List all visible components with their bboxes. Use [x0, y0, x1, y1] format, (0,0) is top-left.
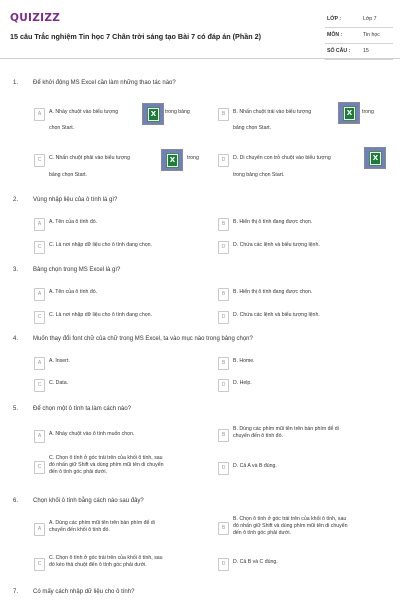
option-letter-box: C — [34, 461, 45, 474]
option-text: A. Tên của ô tính đó. — [49, 219, 98, 225]
option-text: bảng chọn Start. — [233, 125, 272, 131]
option-text: C. Là nơi nhập dữ liệu cho ô tính đang chọn. — [49, 242, 152, 248]
option-letter-box: A — [34, 288, 45, 301]
option-text: đó nhấn giữ Shift và dùng phím mũi tên di chuyển — [49, 462, 164, 468]
option-letter-box: C — [34, 241, 45, 254]
question-text: Có mấy cách nhập dữ liệu cho ô tính? — [33, 589, 135, 595]
option-text: B. Chọn ô tính ở góc trái trên của khối ô tính, sau — [233, 516, 347, 522]
excel-icon — [142, 103, 164, 125]
question-text: Chọn khối ô tính bằng cách nào sau đây? — [33, 498, 144, 504]
excel-icon-x: X — [169, 156, 176, 164]
option-letter-box: B — [218, 218, 229, 231]
meta-label: LỚP : — [327, 16, 342, 22]
option-letter-box: A — [34, 218, 45, 231]
question-number: 4. — [13, 336, 19, 342]
excel-icon — [364, 147, 386, 169]
option-text: C. Nhấn chuột phải vào biểu tượng — [49, 155, 130, 161]
option-text: C. Chọn ô tính ở góc trái trên của khối ô tính, sau — [49, 555, 163, 561]
option-text: D. Di chuyển con trỏ chuột vào biểu tượng — [233, 155, 331, 161]
question-text: Vùng nhập liệu của ô tính là gì? — [33, 197, 118, 203]
option-letter-box: B — [218, 357, 229, 370]
option-letter-box: B — [218, 108, 229, 121]
option-letter-box: A — [34, 357, 45, 370]
option-text: chuyển đến khối ô tính đó. — [49, 527, 110, 533]
question-text: Để chọn một ô tính ta làm cách nào? — [33, 406, 132, 412]
option-text: A. Tên của ô tính đó. — [49, 289, 98, 295]
option-text: B. Dùng các phím mũi tên trên bàn phím để di — [233, 426, 339, 432]
option-text: đó nhấn giữ Shift và dùng phím mũi tên di chuyển — [233, 523, 348, 529]
question-text: Để khởi động MS Excel cần làm những thao tác nào? — [33, 80, 176, 86]
question-number: 3. — [13, 267, 19, 273]
option-text: đó kéo thả chuột đến ô tính góc phải dưới. — [49, 562, 147, 568]
option-text: trong bảng chọn Start. — [233, 172, 285, 178]
meta-label: SỐ CÂU : — [327, 48, 351, 54]
excel-icon-x: X — [346, 109, 353, 117]
option-text: B. Nhấn chuột trái vào biểu tượng — [233, 109, 312, 115]
option-text: bảng chọn Start. — [49, 172, 88, 178]
quizizz-logo: QUIZIZZ — [10, 12, 61, 24]
option-text: A. Insert. — [49, 358, 70, 364]
meta-row-class — [325, 12, 393, 28]
question-number: 5. — [13, 406, 19, 412]
option-letter-box: C — [34, 558, 45, 571]
option-text: chuyển đến ô tính đó. — [233, 433, 283, 439]
option-text: D. Chứa các lệnh và biểu tượng lệnh. — [233, 312, 320, 318]
option-text: D. Chứa các lệnh và biểu tượng lệnh. — [233, 242, 320, 248]
meta-value: Lớp 7 — [363, 16, 377, 22]
meta-row-subject — [325, 28, 393, 44]
option-text: A. Dùng các phím mũi tên trên bàn phím để di — [49, 520, 155, 526]
option-letter-box: C — [34, 154, 45, 167]
meta-row-count — [325, 44, 393, 60]
option-text: chọn Start. — [49, 125, 75, 131]
option-text: B. Hiển thị ô tính đang được chọn. — [233, 289, 313, 295]
question-text: Bảng chọn trong MS Excel là gì? — [33, 267, 121, 273]
option-text: D. Cả A và B đúng. — [233, 463, 277, 469]
question-number: 1. — [13, 80, 19, 86]
option-letter-box: D — [218, 154, 229, 167]
option-letter-box: B — [218, 429, 229, 442]
option-text: B. Hiển thị ô tính đang được chọn. — [233, 219, 313, 225]
option-letter-box: B — [218, 522, 229, 535]
excel-icon-sheet — [369, 151, 382, 166]
option-letter-box: A — [34, 108, 45, 121]
excel-icon-sheet — [343, 106, 356, 121]
option-letter-box: C — [34, 379, 45, 392]
option-text: trong — [362, 109, 374, 115]
option-text: D. Cả B và C đúng. — [233, 559, 278, 565]
option-letter-box: C — [34, 311, 45, 324]
excel-icon-x: X — [372, 154, 379, 162]
option-letter-box: A — [34, 430, 45, 443]
worksheet-header — [0, 0, 400, 59]
meta-value: 15 — [363, 48, 369, 54]
excel-icon — [338, 102, 360, 124]
option-text: C. Chọn ô tính ở góc trái trên của khối ô tính, sau — [49, 455, 163, 461]
option-letter-box: B — [218, 288, 229, 301]
option-letter-box: D — [218, 311, 229, 324]
excel-icon-x: X — [150, 110, 157, 118]
excel-icon-sheet — [166, 153, 179, 168]
question-number: 2. — [13, 197, 19, 203]
option-letter-box: D — [218, 379, 229, 392]
option-letter-box: D — [218, 462, 229, 475]
meta-label: MÔN : — [327, 32, 343, 38]
option-letter-box: A — [34, 523, 45, 536]
worksheet-title: 15 câu Trắc nghiệm Tin học 7 Chân trời sáng tạo Bài 7 có đáp án (Phần 2) — [10, 32, 262, 41]
excel-icon-sheet — [147, 107, 160, 122]
question-text: Muốn thay đổi font chữ của chữ trong MS Excel, ta vào mục nào trong bảng chọn? — [33, 336, 253, 342]
option-text: C. Data. — [49, 380, 69, 386]
option-letter-box: D — [218, 241, 229, 254]
question-number: 6. — [13, 498, 19, 504]
option-text: B. Home. — [233, 358, 255, 364]
excel-icon — [161, 149, 183, 171]
option-letter-box: D — [218, 558, 229, 571]
meta-value: Tin học — [363, 32, 380, 38]
option-text: trong bảng — [165, 109, 190, 115]
option-text: A. Nháy chuột vào biểu tượng — [49, 109, 119, 115]
meta-table — [325, 12, 393, 60]
option-text: đến ô tính góc phải dưới. — [49, 469, 107, 475]
option-text: A. Nháy chuột vào ô tính muốn chọn. — [49, 431, 135, 437]
option-text: trong — [187, 155, 199, 161]
option-text: C. Là nơi nhập dữ liệu cho ô tính đang chọn. — [49, 312, 152, 318]
option-text: D. Help. — [233, 380, 252, 386]
question-number: 7. — [13, 589, 19, 595]
option-text: đến ô tính góc phải dưới. — [233, 530, 291, 536]
